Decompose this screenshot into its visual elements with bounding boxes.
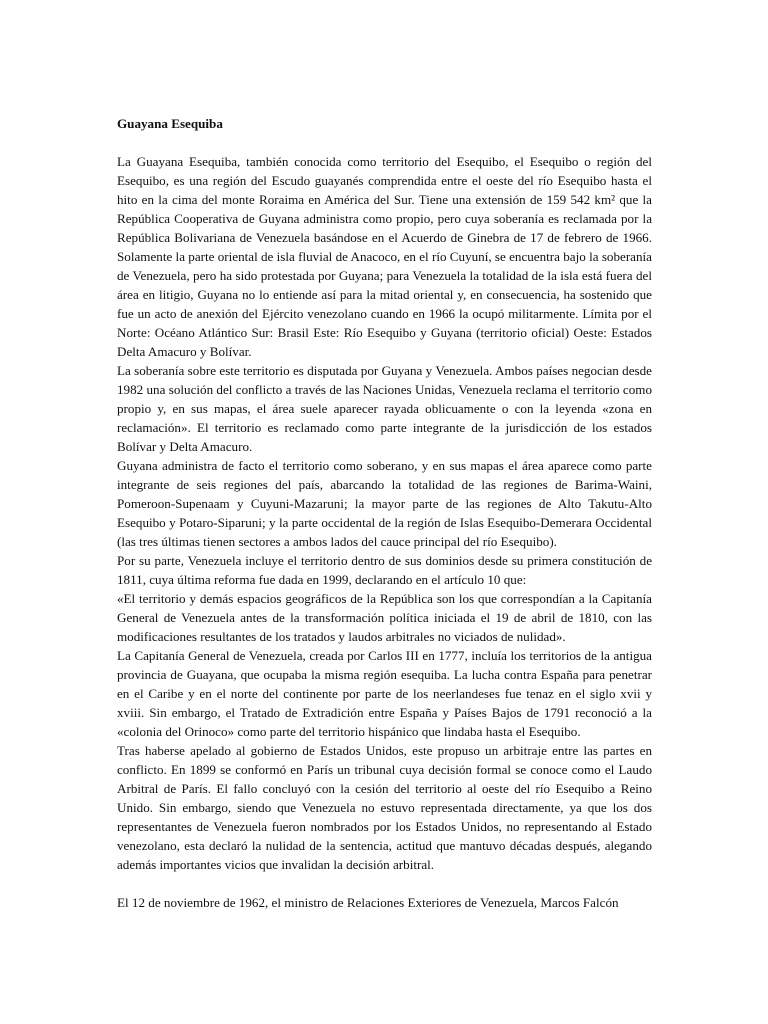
paragraph-intro: La Guayana Esequiba, también conocida como territorio del Esequibo, el Esequibo o región del Esequibo, es una región del Escudo guayanés comprendida entre el oeste del río Esequibo hasta el hito en la cima del monte Roraima en América del Sur. Tiene una extensión de 159 542 km² que la República Cooperativa de Guyana administra como propio, pero cuya soberanía es reclamada por la República Bolivariana de Venezuela basándose en el Acuerdo de Ginebra de 17 de febrero de 1966. Solamente la parte oriental de isla fluvial de Anacoco, en el río Cuyuní, se encuentra bajo la soberanía de Venezuela, pero ha sido protestada por Guyana; para Venezuela la totalidad de la isla está fuera del área en litigio, Guyana no lo entiende así para la mitad oriental y, en consecuencia, ha sostenido que fue un acto de anexión del Ejército venezolano cuando en 1966 la ocupó militarmente. Límita por el Norte: Océano Atlántico Sur: Brasil Este: Río Esequibo y Guyana (territorio oficial) Oeste: Estados Delta Amacuro y Bolívar. xyxy=(117,154,652,359)
paragraph-sovereignty: La soberanía sobre este territorio es disputada por Guyana y Venezuela. Ambos países negocian desde 1982 una solución del conflicto a través de las Naciones Unidas, Venezuela reclama el territorio como propio y, en sus mapas, el área suele aparecer rayada oblicuamente o con la leyenda «zona en reclamación». El territorio es reclamado como parte integrante de la jurisdicción de los estados Bolívar y Delta Amacuro. xyxy=(117,363,652,454)
document-body xyxy=(117,114,652,912)
paragraph-venezuela-claim: Por su parte, Venezuela incluye el territorio dentro de sus dominios desde su primera constitución de 1811, cuya última reforma fue dada en 1999, declarando en el artículo 10 que: xyxy=(117,553,652,587)
paragraph-laudo-arbitral: Tras haberse apelado al gobierno de Estados Unidos, este propuso un arbitraje entre las partes en conflicto. En 1899 se conformó en París un tribunal cuya decisión formal se conoce como el Laudo Arbitral de París. El fallo concluyó con la cesión del territorio al oeste del río Esequibo a Reino Unido. Sin embargo, siendo que Venezuela no estuvo representada directamente, ya que los dos representantes de Venezuela fueron nombrados por los Estados Unidos, no representando al Estado venezolano, esta declaró la nulidad de la sentencia, actitud que mantuvo décadas después, alegando además importantes vicios que invalidan la decisión arbitral. xyxy=(117,743,652,872)
paragraph-1962: El 12 de noviembre de 1962, el ministro de Relaciones Exteriores de Venezuela, Marcos Falcón xyxy=(117,895,619,910)
paragraph-capitania: La Capitanía General de Venezuela, creada por Carlos III en 1777, incluía los territorios de la antigua provincia de Guayana, que ocupaba la misma región esequiba. La lucha contra España para penetrar en el Caribe y en el norte del continente por parte de los neerlandeses fue tenaz en el siglo xvii y xviii. Sin embargo, el Tratado de Extradición entre España y Países Bajos de 1791 reconoció a la «colonia del Orinoco» como parte del territorio hispánico que lindaba hasta el Esequibo. xyxy=(117,648,652,739)
paragraph-guyana-admin: Guyana administra de facto el territorio como soberano, y en sus mapas el área aparece como parte integrante de seis regiones del país, abarcando la totalidad de las regiones de Barima-Waini, Pomeroon-Supenaam y Cuyuni-Mazaruni; la mayor parte de las regiones de Alto Takutu-Alto Esequibo y Potaro-Siparuni; y la parte occidental de la región de Islas Esequibo-Demerara Occidental (las tres últimas tienen sectores a ambos lados del cauce principal del río Esequibo). xyxy=(117,458,652,549)
document-title: Guayana Esequiba xyxy=(117,116,223,131)
paragraph-article-10-quote: «El territorio y demás espacios geográficos de la República son los que correspondían a la Capitanía General de Venezuela antes de la transformación política iniciada el 19 de abril de 1810, con las modificaciones resultantes de los tratados y laudos arbitrales no viciados de nulidad». xyxy=(117,591,652,644)
